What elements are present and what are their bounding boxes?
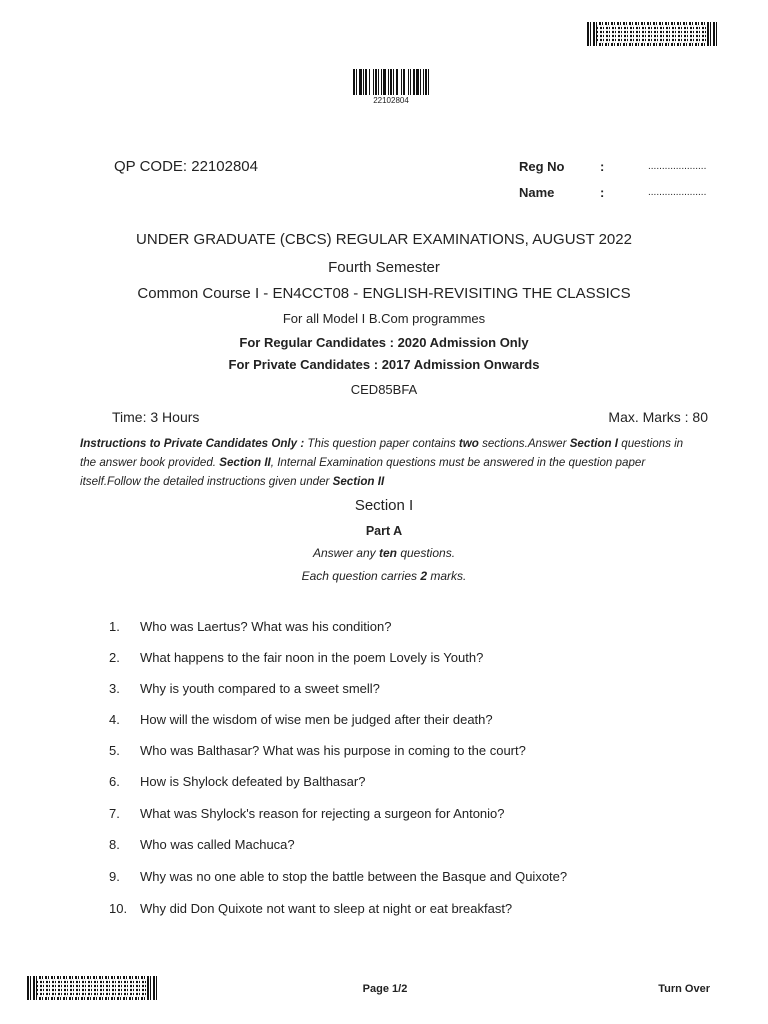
question-number: 8.	[109, 837, 120, 852]
instructions-two: two	[458, 437, 479, 450]
course-title: Common Course I - EN4CCT08 - ENGLISH-REVISITING THE CLASSICS	[137, 285, 631, 302]
question-text: Who was Laertus? What was his condition?	[140, 619, 392, 634]
page-number: Page 1/2	[362, 983, 408, 995]
question-item	[109, 650, 483, 665]
reg-no-field: .....................	[648, 161, 707, 172]
instructions-section-1: Section I	[569, 437, 619, 450]
question-text: Why is youth compared to a sweet smell?	[140, 681, 380, 696]
answer-instruction	[0, 546, 768, 560]
question-item	[109, 901, 512, 916]
semester: Fourth Semester	[328, 259, 440, 276]
question-number: 5.	[109, 743, 120, 758]
question-number: 4.	[109, 712, 120, 727]
instructions	[80, 434, 700, 491]
private-candidates: For Private Candidates : 2017 Admission Onwards	[228, 357, 540, 372]
marks-count: 2	[420, 569, 428, 583]
max-marks: Max. Marks : 80	[608, 409, 708, 425]
question-number: 10.	[109, 901, 128, 916]
marks-text: marks.	[427, 569, 467, 583]
question-item	[109, 681, 380, 696]
programmes: For all Model I B.Com programmes	[282, 311, 486, 326]
question-text: How will the wisdom of wise men be judged after their death?	[140, 712, 493, 727]
turn-over: Turn Over	[658, 983, 710, 995]
marks-instruction	[0, 569, 768, 583]
instructions-text: sections.Answer	[478, 437, 570, 450]
reg-no-label: Reg No	[519, 159, 565, 174]
question-text: Who was called Machuca?	[140, 837, 295, 852]
question-text: What happens to the fair noon in the poem Lovely is Youth?	[140, 650, 484, 665]
question-text: Why was no one able to stop the battle between the Basque and Quixote?	[140, 869, 568, 884]
reg-no-colon: :	[600, 159, 605, 174]
question-text: What was Shylock's reason for rejecting a surgeon for Antonio?	[140, 806, 505, 821]
top-barcode	[353, 69, 429, 95]
question-number: 7.	[109, 806, 120, 821]
name-label: Name	[519, 185, 555, 200]
question-number: 1.	[109, 619, 120, 634]
question-item	[109, 619, 391, 634]
name-colon: :	[600, 185, 605, 200]
instructions-lead: Instructions to Private Candidates Only :	[80, 437, 305, 450]
name-field: .....................	[648, 187, 707, 198]
question-text: How is Shylock defeated by Balthasar?	[140, 774, 366, 789]
part-title: Part A	[365, 524, 403, 538]
barcode-number: 22102804	[373, 96, 409, 105]
instructions-text: This question paper contains	[304, 437, 459, 450]
instructions-text: questions in the answer book provided.	[80, 437, 684, 469]
bottom-left-barcode	[27, 976, 157, 1000]
question-number: 9.	[109, 869, 120, 884]
time-label: Time: 3 Hours	[112, 409, 200, 425]
answer-text: Answer any	[312, 546, 379, 560]
marks-text: Each question carries	[301, 569, 421, 583]
question-item	[109, 869, 567, 884]
question-text: Why did Don Quixote not want to sleep at night or eat breakfast?	[140, 901, 513, 916]
instructions-text: , Internal Examination questions must be answered in the question paper itself.Follow the detailed instructions given under	[80, 456, 646, 488]
qp-code: QP CODE: 22102804	[114, 158, 258, 175]
section-title: Section I	[354, 497, 414, 514]
answer-text: questions.	[396, 546, 456, 560]
answer-count: ten	[378, 546, 397, 560]
question-text: Who was Balthasar? What was his purpose in coming to the court?	[140, 743, 526, 758]
top-right-barcode	[587, 22, 717, 46]
instructions-section-2: Section II	[219, 456, 271, 469]
regular-candidates: For Regular Candidates : 2020 Admission Only	[239, 335, 529, 350]
instructions-section-2: Section II	[332, 475, 385, 488]
question-item	[109, 712, 493, 727]
question-item	[109, 837, 295, 852]
question-item	[109, 774, 365, 789]
question-number: 6.	[109, 774, 120, 789]
question-item	[109, 743, 526, 758]
question-number: 3.	[109, 681, 120, 696]
exam-title: UNDER GRADUATE (CBCS) REGULAR EXAMINATIONS, AUGUST 2022	[136, 231, 632, 248]
paper-code: CED85BFA	[350, 382, 418, 397]
question-item	[109, 806, 505, 821]
question-number: 2.	[109, 650, 120, 665]
